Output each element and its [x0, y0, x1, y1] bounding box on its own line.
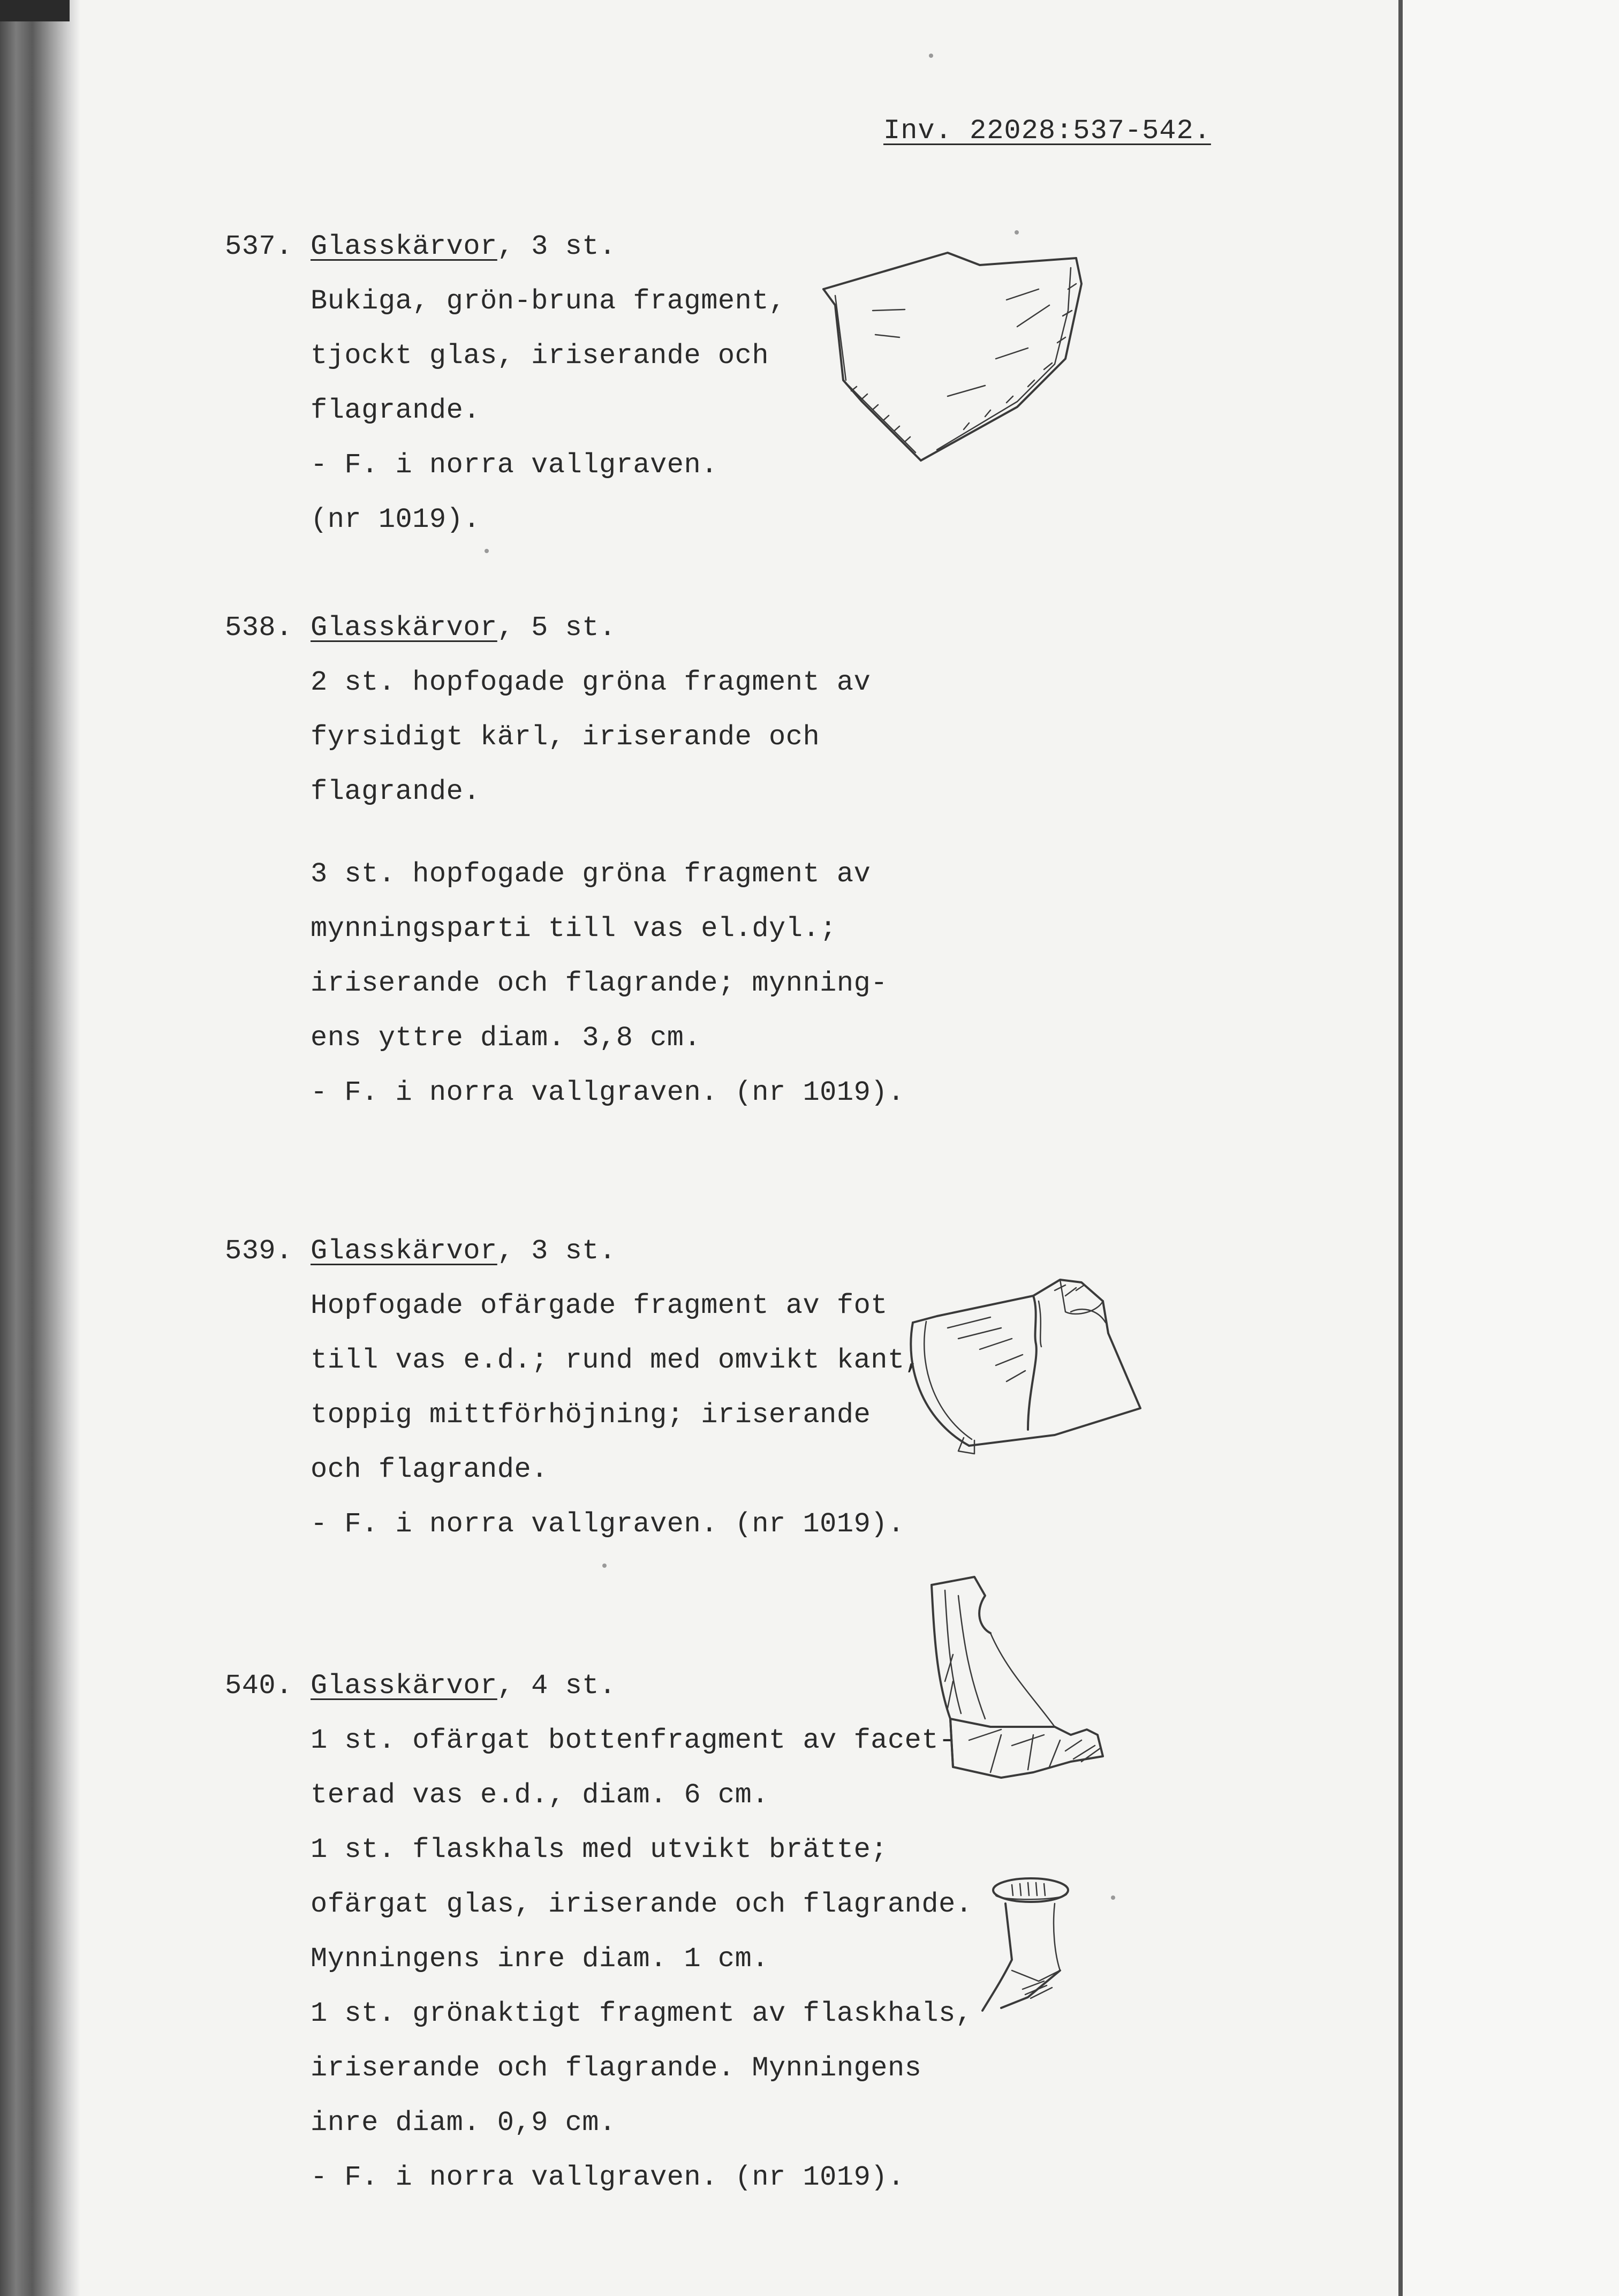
bottom-fragment-540-sketch — [921, 1574, 1124, 1810]
entry-text-line: terad vas e.d., diam. 6 cm. — [311, 1779, 769, 1811]
entry-text-line: iriserande och flagrande; mynning- — [311, 968, 888, 999]
foot-fragment-539-sketch — [905, 1269, 1162, 1472]
entry-text-line: flagrande. — [311, 395, 481, 426]
bottle-neck-540-sketch — [980, 1874, 1076, 2019]
inventory-reference: Inv. 22028:537-542. — [883, 115, 1211, 147]
entry-count: , 5 st. — [497, 612, 616, 644]
entry-text-line: ens yttre diam. 3,8 cm. — [311, 1022, 701, 1054]
entry-title: Glasskärvor — [311, 1670, 497, 1702]
entry-text-line: inre diam. 0,9 cm. — [311, 2107, 616, 2139]
entry-number: 539. — [225, 1235, 293, 1267]
entry-heading — [225, 1659, 973, 1713]
entry-text-line: - F. i norra vallgraven. (nr 1019). — [311, 1508, 905, 1540]
entry-text-line: Mynningens inre diam. 1 cm. — [311, 1943, 769, 1975]
entry-text-line: - F. i norra vallgraven. — [311, 449, 718, 481]
entry-text-line: 2 st. hopfogade gröna fragment av — [311, 667, 871, 698]
scan-edge-corner — [0, 0, 70, 21]
scan-margin-right — [1403, 0, 1619, 2296]
entry-title: Glasskärvor — [311, 231, 497, 262]
scan-speck — [1015, 230, 1019, 235]
entry-text-line: 1 st. ofärgat bottenfragment av facet- — [311, 1725, 956, 1756]
entry-text-line: mynningsparti till vas el.dyl.; — [311, 913, 837, 945]
entry-text-line: och flagrande. — [311, 1454, 548, 1485]
scan-speck — [929, 54, 933, 58]
scan-speck — [1111, 1895, 1115, 1900]
entry-count: , 4 st. — [497, 1670, 616, 1702]
entry-count: , 3 st. — [497, 231, 616, 262]
scan-edge-left — [0, 0, 80, 2296]
entry-number: 540. — [225, 1670, 293, 1702]
entry-text-line: 1 st. grönaktigt fragment av flaskhals, — [311, 1998, 973, 2029]
entry-number: 537. — [225, 231, 293, 262]
shard-537-sketch — [814, 246, 1092, 471]
scan-edge-right — [1398, 0, 1403, 2296]
catalog-entry-538 — [225, 601, 905, 1120]
entry-text-line: till vas e.d.; rund med omvikt kant, — [311, 1345, 922, 1376]
entry-heading — [225, 1224, 921, 1279]
entry-text-line: toppig mittförhöjning; iriserande — [311, 1399, 871, 1431]
entry-text-line: - F. i norra vallgraven. (nr 1019). — [311, 2162, 905, 2193]
entry-text-line: 3 st. hopfogade gröna fragment av — [311, 858, 871, 890]
entry-heading — [225, 601, 905, 655]
entry-text-line: fyrsidigt kärl, iriserande och — [311, 721, 820, 753]
entry-text-line: Hopfogade ofärgade fragment av fot — [311, 1290, 888, 1321]
catalog-entry-540 — [225, 1659, 973, 2205]
entry-text-line: (nr 1019). — [311, 504, 481, 535]
entry-count: , 3 st. — [497, 1235, 616, 1267]
scan-speck — [602, 1564, 607, 1568]
catalog-entry-539 — [225, 1224, 921, 1552]
entry-text-line: iriserande och flagrande. Mynningens — [311, 2052, 922, 2084]
entry-text-line: flagrande. — [311, 776, 481, 807]
entry-heading — [225, 220, 786, 274]
catalog-entry-537 — [225, 220, 786, 547]
scan-speck — [485, 549, 489, 553]
entry-text-line: - F. i norra vallgraven. (nr 1019). — [311, 1077, 905, 1108]
entry-title: Glasskärvor — [311, 1235, 497, 1267]
entry-text-line: ofärgat glas, iriserande och flagrande. — [311, 1889, 973, 1920]
entry-text-line: tjockt glas, iriserande och — [311, 340, 769, 372]
entry-title: Glasskärvor — [311, 612, 497, 644]
entry-text-line: 1 st. flaskhals med utvikt brätte; — [311, 1834, 888, 1865]
entry-number: 538. — [225, 612, 293, 644]
entry-text-line: Bukiga, grön-bruna fragment, — [311, 285, 786, 317]
